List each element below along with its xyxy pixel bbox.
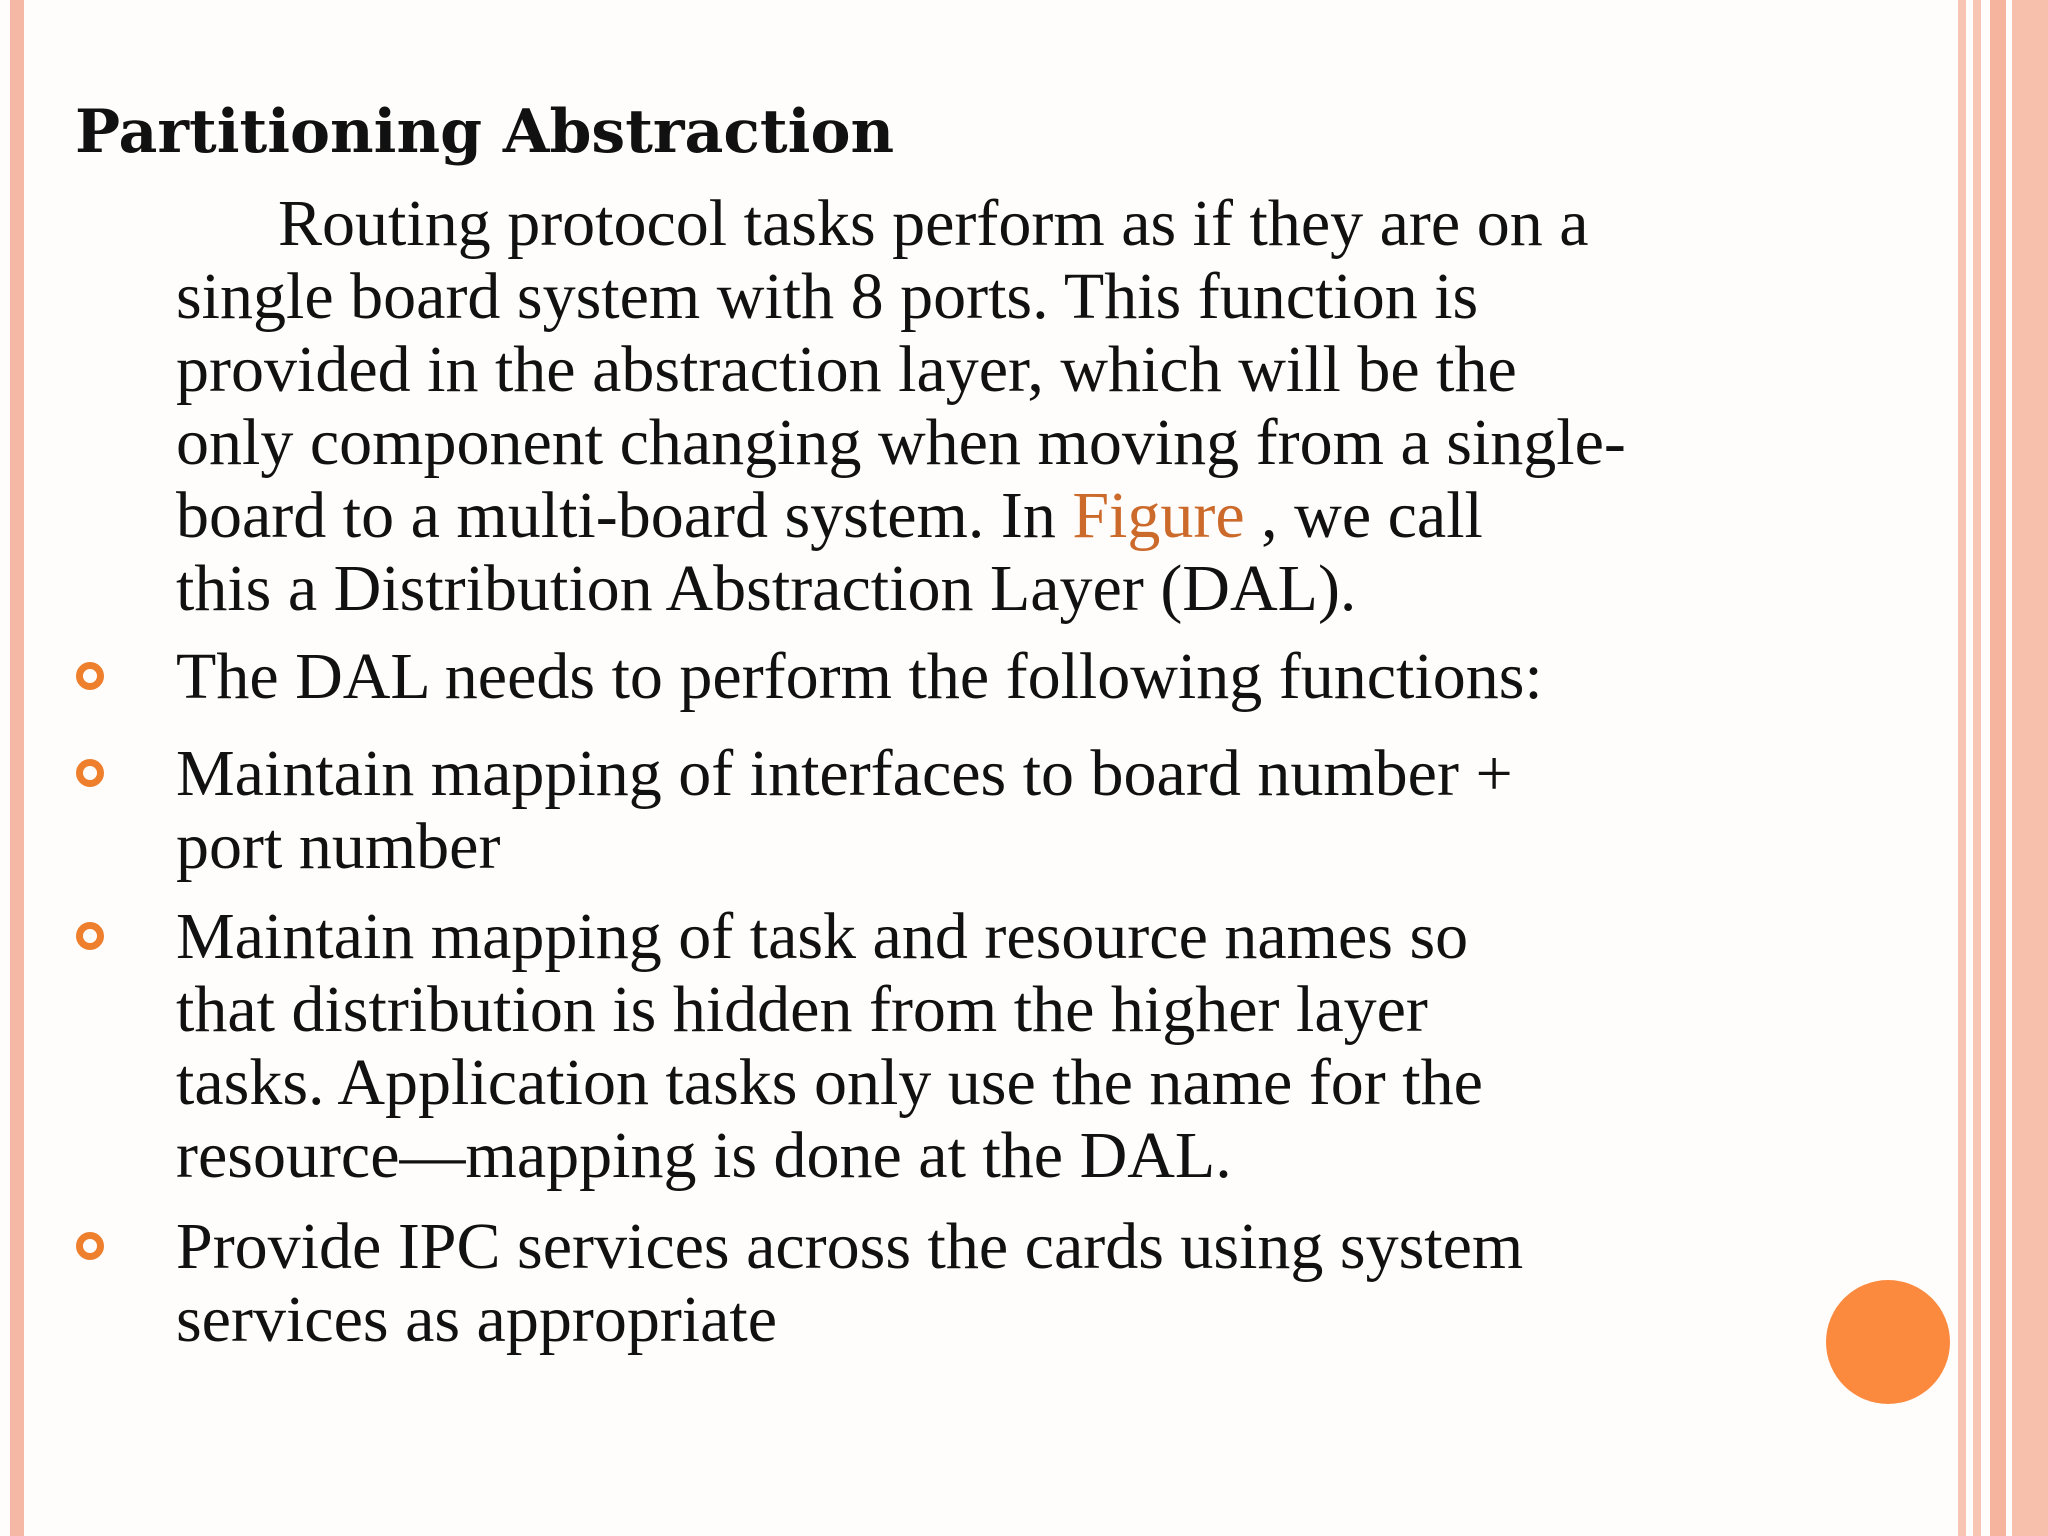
- right-border-stripe: [1958, 0, 1966, 1536]
- bullet-line: Maintain mapping of task and resource names so: [176, 900, 1469, 973]
- right-border-stripe: [1990, 0, 2006, 1536]
- bullet-text: [176, 1210, 1523, 1356]
- bullet-text: [176, 900, 1483, 1192]
- left-border-bar: [10, 0, 24, 1536]
- orange-circle-decoration: [1826, 1280, 1950, 1404]
- bullet-text: [176, 737, 1513, 883]
- bullet-line: services as appropriate: [176, 1283, 778, 1356]
- paragraph-line: only component changing when moving from a single-: [176, 406, 1626, 479]
- ring-bullet-icon: [76, 759, 104, 787]
- paragraph-line: Routing protocol tasks perform as if they are on a: [278, 187, 1589, 260]
- bullet-line: tasks. Application tasks only use the name for the: [176, 1046, 1483, 1119]
- figure-link[interactable]: Figure: [1072, 479, 1245, 552]
- intro-paragraph: [176, 187, 1626, 625]
- paragraph-line: single board system with 8 ports. This function is: [176, 260, 1479, 333]
- bullet-line: port number: [176, 810, 501, 883]
- right-border-stripe: [2012, 0, 2048, 1536]
- right-border-stripe: [1973, 0, 1981, 1536]
- paragraph-line: provided in the abstraction layer, which will be the: [176, 333, 1517, 406]
- paragraph-line: this a Distribution Abstraction Layer (DAL).: [176, 552, 1357, 625]
- paragraph-text: , we call: [1244, 479, 1483, 552]
- slide-heading: Partitioning Abstraction: [75, 97, 895, 167]
- bullet-line: that distribution is hidden from the higher layer: [176, 973, 1428, 1046]
- ring-bullet-icon: [76, 662, 104, 690]
- bullet-text: [176, 640, 1543, 713]
- paragraph-text: board to a multi-board system. In: [176, 479, 1073, 552]
- bullet-line: Maintain mapping of interfaces to board number +: [176, 737, 1513, 810]
- bullet-line: The DAL needs to perform the following functions:: [176, 640, 1543, 713]
- paragraph-line: [176, 479, 1626, 552]
- bullet-line: resource—mapping is done at the DAL.: [176, 1119, 1232, 1192]
- bullet-line: Provide IPC services across the cards using system: [176, 1210, 1524, 1283]
- ring-bullet-icon: [76, 1232, 104, 1260]
- ring-bullet-icon: [76, 922, 104, 950]
